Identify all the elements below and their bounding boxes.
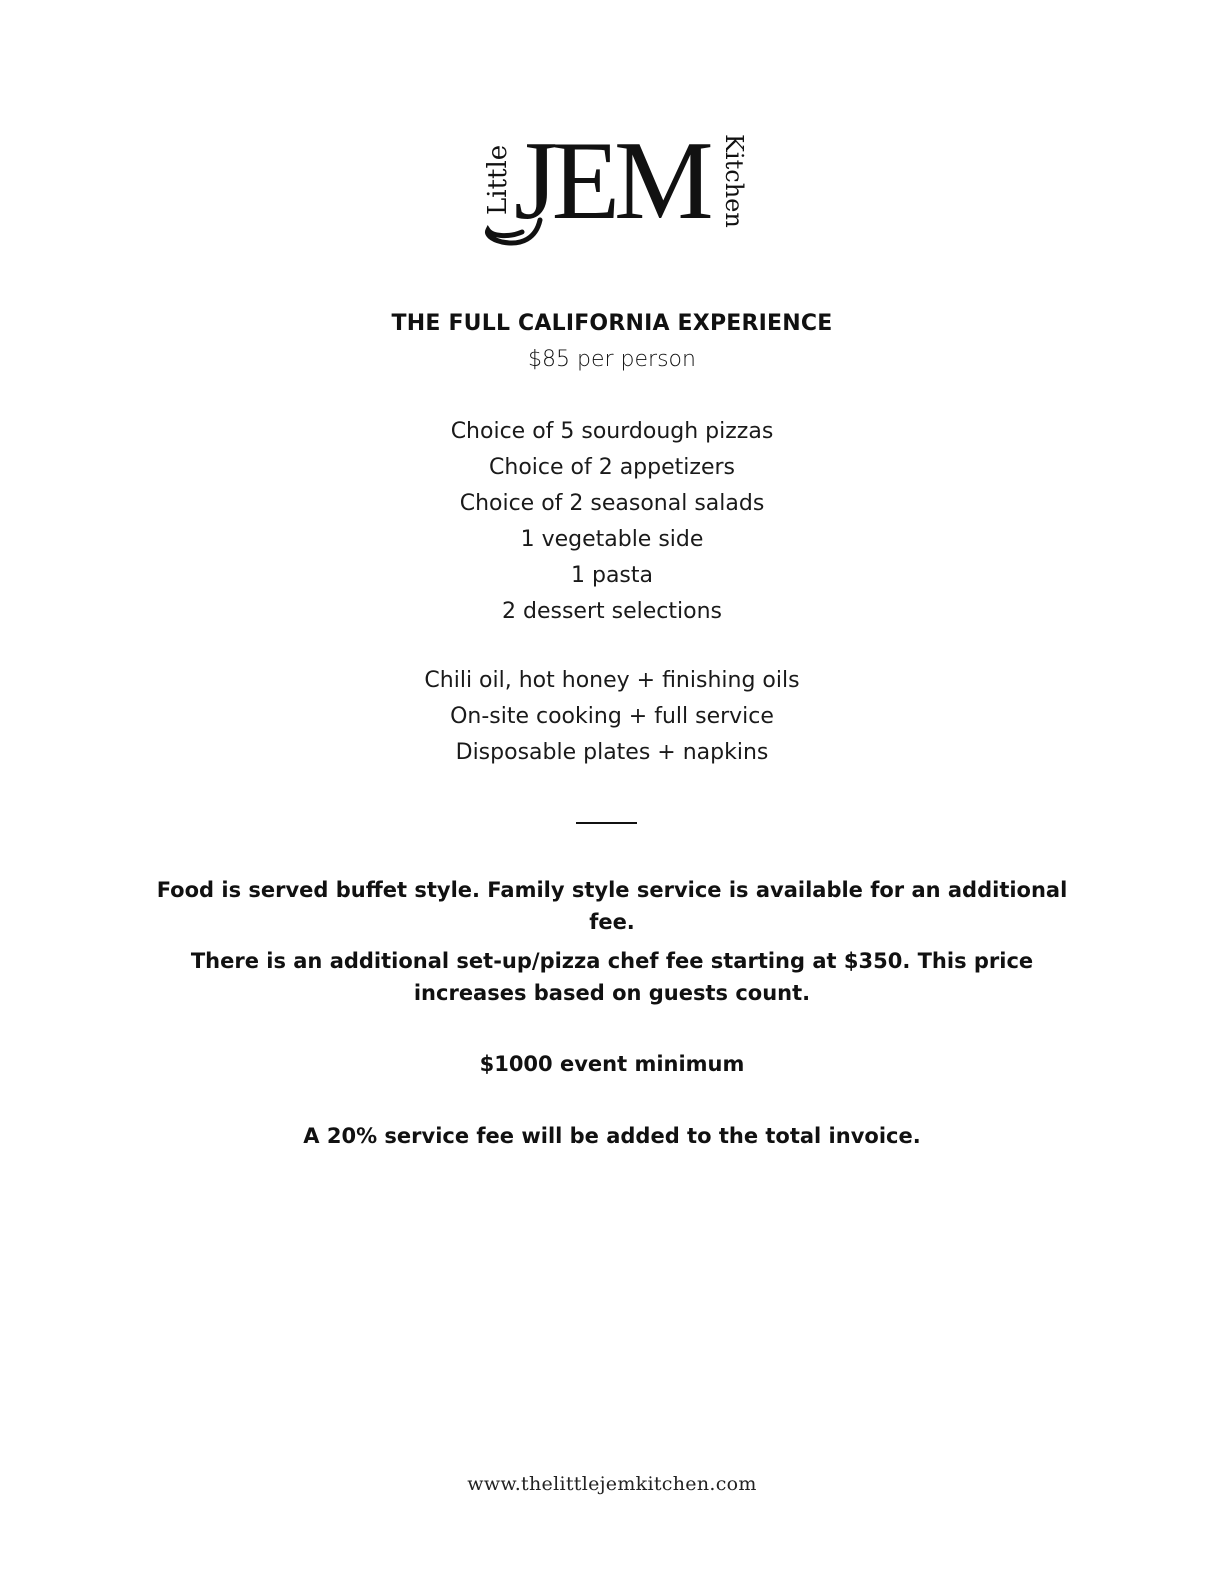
svg-text:Little: Little bbox=[483, 144, 513, 215]
list-item: Choice of 2 seasonal salads bbox=[459, 491, 765, 516]
extras-list bbox=[0, 663, 1224, 771]
list-item: 1 vegetable side bbox=[520, 527, 704, 552]
list-item: Chili oil, hot honey + finishing oils bbox=[424, 668, 800, 693]
included-items-list bbox=[0, 414, 1224, 630]
list-item: Choice of 5 sourdough pizzas bbox=[450, 419, 774, 444]
little-jem-kitchen-logo bbox=[478, 120, 758, 260]
list-item: Disposable plates + napkins bbox=[455, 740, 769, 765]
list-item: 2 dessert selections bbox=[502, 599, 722, 624]
svg-text:Kitchen: Kitchen bbox=[720, 134, 748, 228]
price-per-person: $85 per person bbox=[528, 347, 696, 372]
note-buffet-style: Food is served buffet style. Family style service is available for an additional fee. bbox=[156, 878, 1068, 934]
menu-title: THE FULL CALIFORNIA EXPERIENCE bbox=[391, 311, 833, 336]
list-item: 1 pasta bbox=[570, 563, 653, 588]
website-link[interactable]: www.thelittlejemkitchen.com bbox=[467, 1473, 757, 1495]
list-item: On-site cooking + full service bbox=[450, 704, 774, 729]
note-service-fee: A 20% service fee will be added to the total invoice. bbox=[303, 1124, 921, 1148]
list-item: Choice of 2 appetizers bbox=[489, 455, 735, 480]
note-event-minimum: $1000 event minimum bbox=[479, 1052, 745, 1076]
section-divider bbox=[576, 822, 637, 824]
note-chef-fee: There is an additional set-up/pizza chef fee starting at $350. This price increases based on guests count. bbox=[190, 949, 1034, 1005]
svg-text:JEM: JEM bbox=[514, 120, 708, 243]
